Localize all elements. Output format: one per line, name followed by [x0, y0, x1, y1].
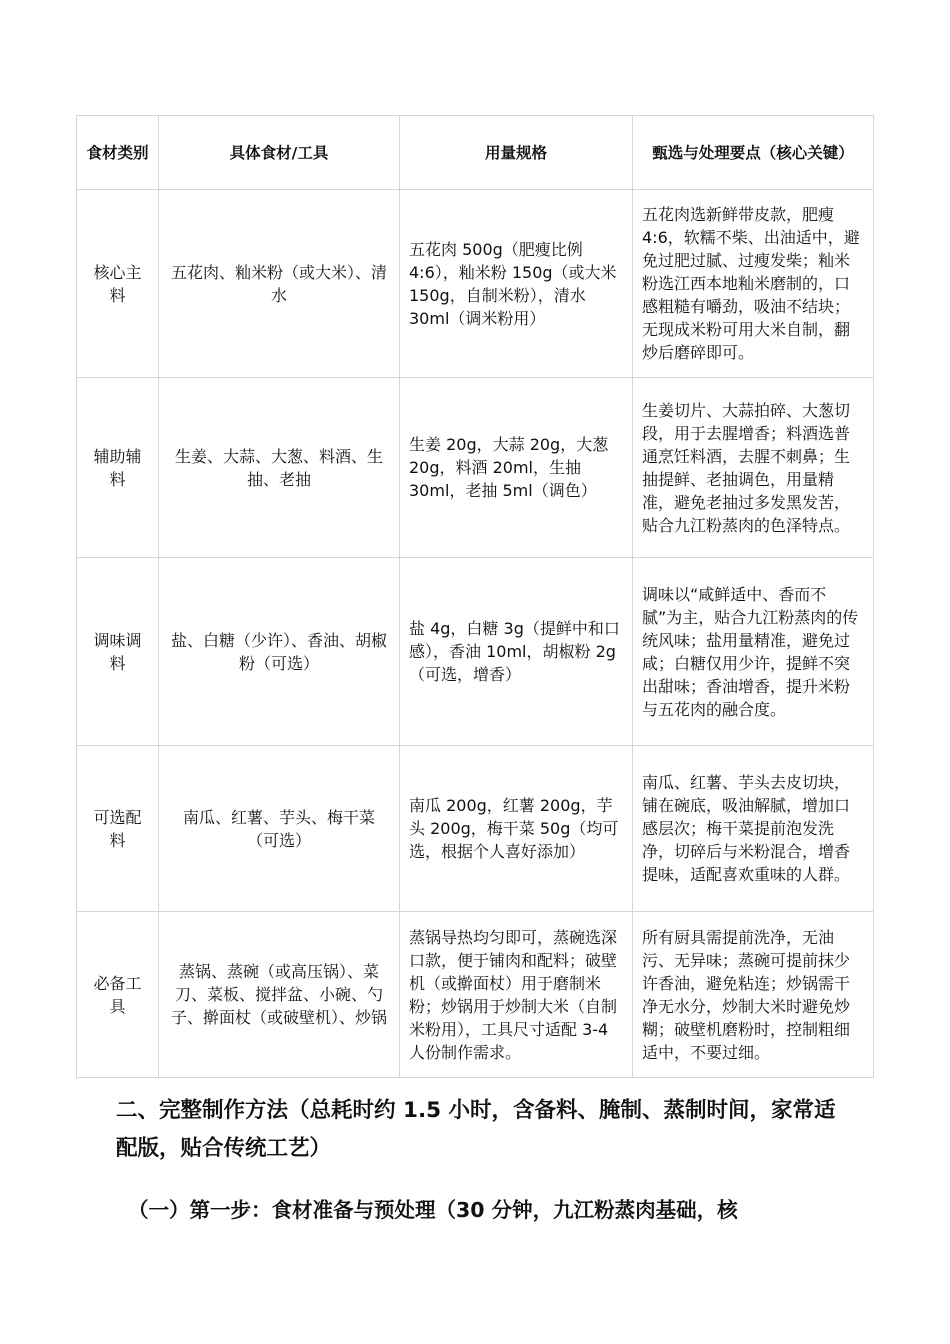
table-row: [77, 558, 874, 746]
header-notes: 甄选与处理要点（核心关键）: [633, 116, 874, 190]
table-row: [77, 378, 874, 558]
category-cell: 可选配料: [77, 746, 159, 912]
table-row: [77, 912, 874, 1078]
notes-cell: 五花肉选新鲜带皮款，肥瘦 4:6，软糯不柴、出油适中，避免过肥过腻、过瘦发柴；籼米粉选江西本地籼米磨制的，口感粗糙有嚼劲，吸油不结块；无现成米粉可用大米自制，翻炒后磨碎即可。: [633, 190, 874, 378]
spec-cell: 蒸锅导热均匀即可，蒸碗选深口款，便于铺肉和配料；破壁机（或擀面杖）用于磨制米粉；炒锅用于炒制大米（自制米粉用），工具尺寸适配 3-4 人份制作需求。: [400, 912, 633, 1078]
notes-cell: 调味以“咸鲜适中、香而不腻”为主，贴合九江粉蒸肉的传统风味；盐用量精准，避免过咸；白糖仅用少许，提鲜不突出甜味；香油增香，提升米粉与五花肉的融合度。: [633, 558, 874, 746]
notes-cell: 生姜切片、大蒜拍碎、大葱切段，用于去腥增香；料酒选普通烹饪料酒，去腥不刺鼻；生抽提鲜、老抽调色，用量精准，避免老抽过多发黑发苦，贴合九江粉蒸肉的色泽特点。: [633, 378, 874, 558]
ingredients-table: [76, 115, 874, 1078]
category-cell: 核心主料: [77, 190, 159, 378]
items-cell: 五花肉、籼米粉（或大米）、清水: [159, 190, 400, 378]
sub-heading: （一）第一步：食材准备与预处理（30 分钟，九江粉蒸肉基础，核: [128, 1198, 738, 1222]
table-row: [77, 746, 874, 912]
notes-cell: 所有厨具需提前洗净，无油污、无异味；蒸碗可提前抹少许香油，避免粘连；炒锅需干净无水分，炒制大米时避免炒糊；破壁机磨粉时，控制粗细适中，不要过细。: [633, 912, 874, 1078]
spec-cell: 生姜 20g，大蒜 20g，大葱 20g，料酒 20ml，生抽 30ml，老抽 5ml（调色）: [400, 378, 633, 558]
items-cell: 蒸锅、蒸碗（或高压锅）、菜刀、菜板、搅拌盆、小碗、勺子、擀面杖（或破壁机）、炒锅: [159, 912, 400, 1078]
header-items: 具体食材/工具: [159, 116, 400, 190]
spec-cell: 盐 4g，白糖 3g（提鲜中和口感），香油 10ml，胡椒粉 2g（可选，增香）: [400, 558, 633, 746]
table-header-row: [77, 116, 874, 190]
table-row: [77, 190, 874, 378]
spec-cell: 五花肉 500g（肥瘦比例 4:6），籼米粉 150g（或大米 150g，自制米粉），清水 30ml（调米粉用）: [400, 190, 633, 378]
category-cell: 辅助辅料: [77, 378, 159, 558]
category-cell: 调味调料: [77, 558, 159, 746]
items-cell: 南瓜、红薯、芋头、梅干菜（可选）: [159, 746, 400, 912]
items-cell: 生姜、大蒜、大葱、料酒、生抽、老抽: [159, 378, 400, 558]
notes-cell: 南瓜、红薯、芋头去皮切块，铺在碗底，吸油解腻，增加口感层次；梅干菜提前泡发洗净，切碎后与米粉混合，增香提味，适配喜欢重味的人群。: [633, 746, 874, 912]
spec-cell: 南瓜 200g，红薯 200g，芋头 200g，梅干菜 50g（均可选，根据个人喜好添加）: [400, 746, 633, 912]
category-cell: 必备工具: [77, 912, 159, 1078]
section-heading: 二、完整制作方法（总耗时约 1.5 小时，含备料、腌制、蒸制时间，家常适配版，贴合传统工艺）: [116, 1098, 836, 1161]
header-category: 食材类别: [77, 116, 159, 190]
header-spec: 用量规格: [400, 116, 633, 190]
items-cell: 盐、白糖（少许）、香油、胡椒粉（可选）: [159, 558, 400, 746]
